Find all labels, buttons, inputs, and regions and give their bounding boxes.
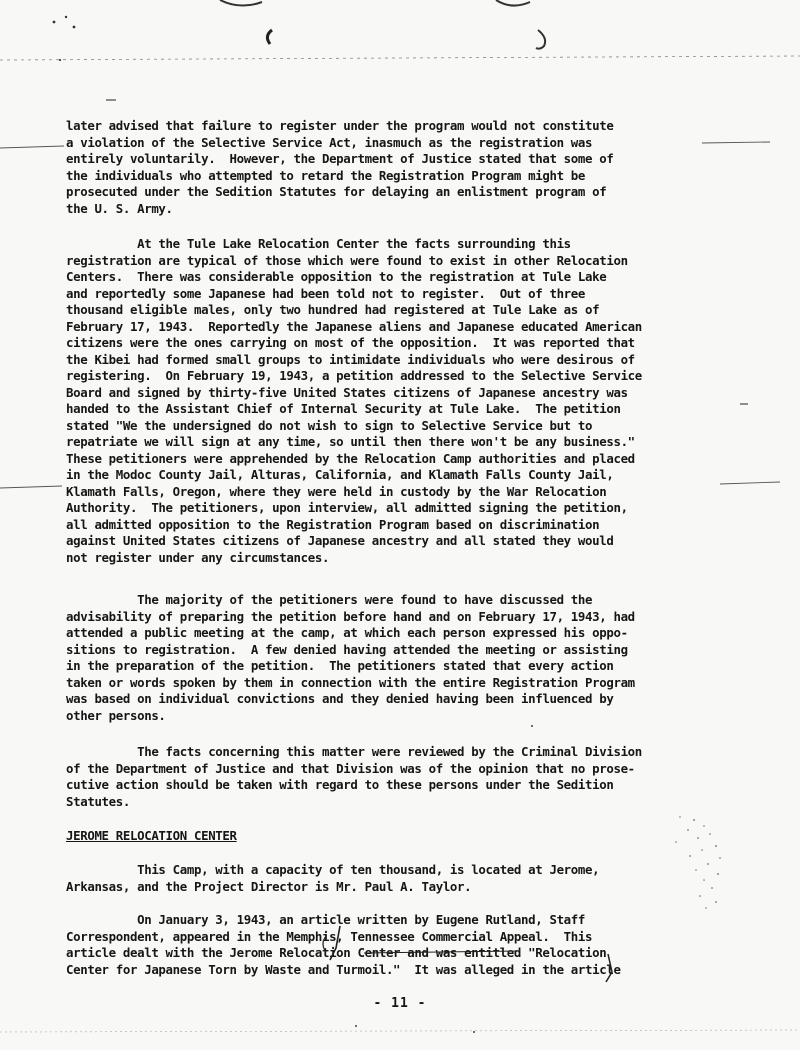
page-number: - 11 - xyxy=(373,996,427,1011)
body-paragraph: At the Tule Lake Relocation Center the facts surrounding this registration are typical of those which were found to exist in other Relocation Centers. There was considerable opposition to the registration at Tule Lake and reportedly some Japanese had been told not to register. Out of three thousand eligible males, only two hundred had registered at Tule Lake as of February 17, 1943. Reportedly the Japanese aliens and Japanese educated American citizens were the ones carrying on most of the opposition. It was reported that the Kibei had formed small groups to intimidate individuals who were desirous of registering. On February 19, 1943, a petition addressed to the Selective Service Board and signed by thirty-five United States citizens of Japanese ancestry was handed to the Assistant Chief of Internal Security at Tule Lake. The petition stated "We the undersigned do not wish to sign to Selective Service but to repatriate we will sign at any time, so until then there won't be any business." These petitioners were apprehended by the Relocation Camp authorities and placed in the Modoc County Jail, Alturas, California, and Klamath Falls County Jail, Klamath Falls, Oregon, where they were held in custody by the War Relocation Authority. The petitioners, upon interview, all admitted signing the petition, all admitted opposition to the Registration Program based on discrimination against United States citizens of Japanese ancestry and all stated they would not register under any circumstances. xyxy=(66,236,642,565)
body-paragraph: The facts concerning this matter were reviewed by the Criminal Division of the Department of Justice and that Division was of the opinion that no prose- cutive action should be taken with regard to these persons under the Sedition Statutes. xyxy=(66,744,642,809)
body-paragraph: The majority of the petitioners were found to have discussed the advisability of preparing the petition before hand and on February 17, 1943, had attended a public meeting at the camp, at which each person expressed his oppo- sitions to registration. A few denied having attended the meeting or assisting in the preparation of the petition. The petitioners stated that every action taken or words spoken by them in connection with the entire Registration Program was based on individual convictions and they denied having been influenced by other persons. xyxy=(66,592,635,723)
body-paragraph: later advised that failure to register under the program would not constitute a violation of the Selective Service Act, inasmuch as the registration was entirely voluntarily. However, the Department of Justice stated that some of the individuals who attempted to retard the Registration Program might be prosecuted under the Sedition Statutes for delaying an enlistment program of the U. S. Army. xyxy=(66,118,614,216)
body-paragraph: This Camp, with a capacity of ten thousand, is located at Jerome, Arkansas, and the Project Director is Mr. Paul A. Taylor. xyxy=(66,862,600,894)
body-paragraph: On January 3, 1943, an article written by Eugene Rutland, Staff Correspondent, appeared in the Memphis, Tennessee Commercial Appeal. This article dealt with the Jerome Relocation Center and was entitled "Relocation Center for Japanese Torn by Waste and Turmoil." It was alleged in the article xyxy=(66,912,621,977)
section-heading: JEROME RELOCATION CENTER xyxy=(66,828,237,843)
